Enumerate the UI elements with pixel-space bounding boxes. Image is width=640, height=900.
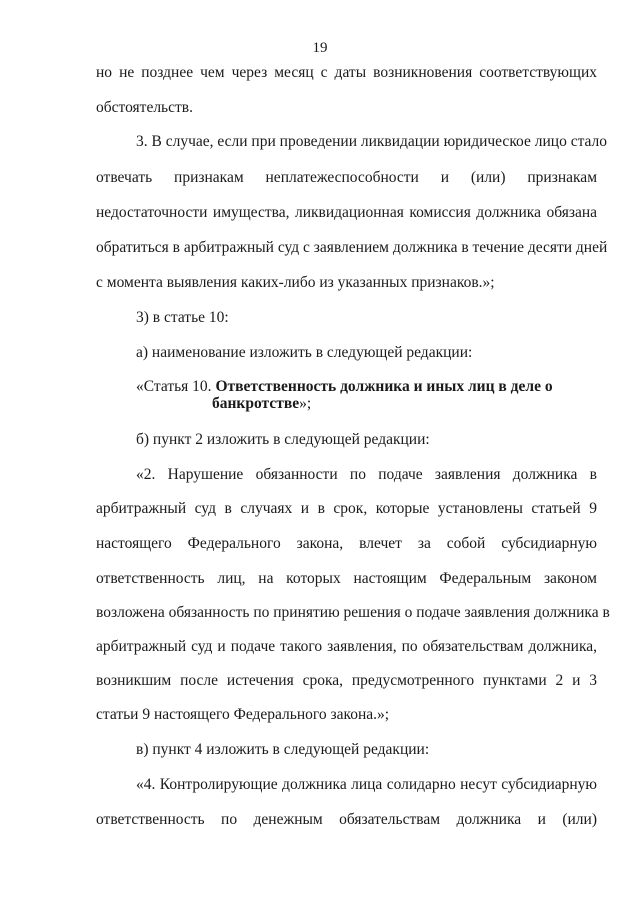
paragraph-line: «2. Нарушение обязанности по подаче заявления должника в [136, 466, 597, 483]
paragraph-line: арбитражный суд в случаях и в срок, которые установлены статьей 9 [96, 500, 597, 517]
paragraph-line: а) наименование изложить в следующей редакции: [136, 344, 473, 361]
paragraph-line: ответственность по денежным обязательствам должника и (или) [96, 811, 597, 828]
paragraph-line: арбитражный суд и подаче такого заявления, по обязательствам должника, [96, 638, 597, 655]
paragraph-line: недостаточности имущества, ликвидационная комиссия должника обязана [96, 204, 597, 221]
paragraph-line: возложена обязанность по принятию решения о подаче заявления должника в [96, 604, 610, 621]
paragraph-line: «4. Контролирующие должника лица солидарно несут субсидиарную [136, 776, 597, 793]
paragraph-line: отвечать признакам неплатежеспособности и (или) признакам [96, 169, 597, 186]
article-heading-title: Ответственность должника и иных лиц в деле о [215, 378, 553, 395]
paragraph-line: с момента выявления каких-либо из указанных признаков.»; [96, 274, 495, 291]
paragraph-line: настоящего Федерального закона, влечет за собой субсидиарную [96, 535, 597, 552]
paragraph-line: обратиться в арбитражный суд с заявлением должника в течение десяти дней [96, 239, 608, 256]
article-heading-prefix: «Статья 10. [136, 378, 216, 395]
paragraph-line: 3) в статье 10: [136, 309, 229, 326]
paragraph-line: статьи 9 настоящего Федерального закона.»; [96, 706, 390, 723]
article-heading [136, 378, 597, 396]
paragraph-line: ответственность лиц, на которых настоящим Федеральным законом [96, 570, 597, 587]
paragraph-line: в) пункт 4 изложить в следующей редакции: [136, 741, 430, 758]
paragraph-line: обстоятельств. [96, 99, 193, 116]
article-heading-title-cont: банкротстве [212, 395, 300, 412]
article-heading-suffix: »; [299, 395, 312, 412]
paragraph-line: но не позднее чем через месяц с даты возникновения соответствующих [96, 64, 597, 81]
page-number: 19 [312, 40, 328, 56]
paragraph-line: 3. В случае, если при проведении ликвидации юридическое лицо стало [136, 133, 608, 150]
paragraph-line: б) пункт 2 изложить в следующей редакции: [136, 431, 430, 448]
article-heading-continuation [212, 395, 597, 413]
paragraph-line: возникшим после истечения срока, предусмотренного пунктами 2 и 3 [96, 672, 597, 689]
